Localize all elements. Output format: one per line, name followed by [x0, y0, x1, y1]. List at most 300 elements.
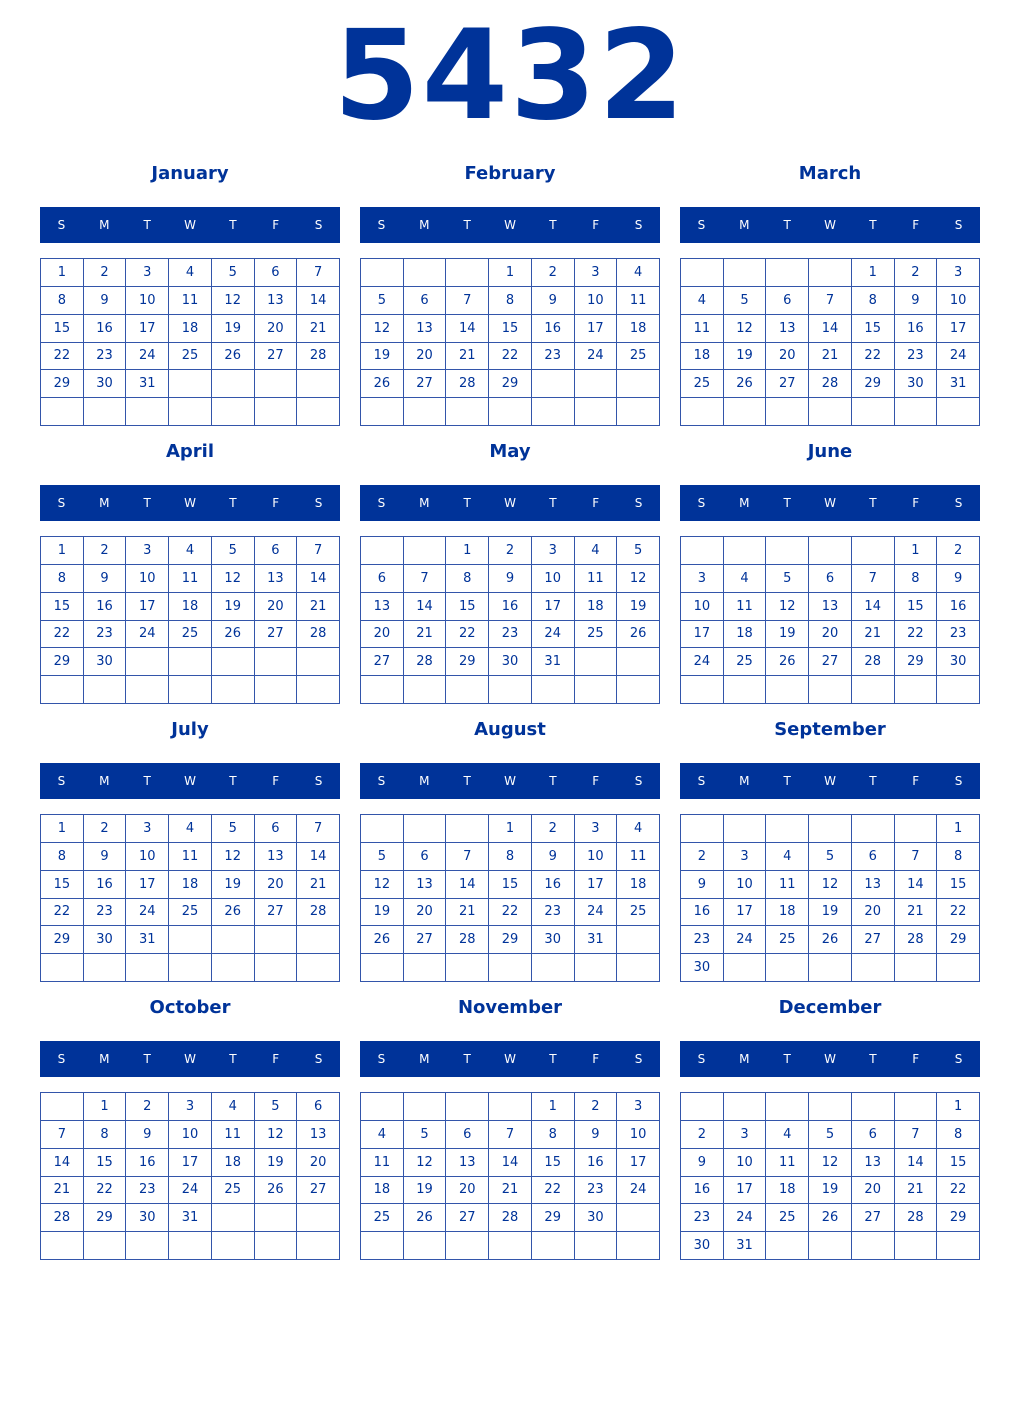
empty-cell — [212, 926, 255, 954]
empty-cell — [169, 676, 212, 704]
day-cell: 12 — [724, 315, 767, 343]
day-cell: 17 — [681, 621, 724, 649]
day-cell: 3 — [937, 259, 980, 287]
empty-cell — [617, 676, 660, 704]
empty-cell — [809, 259, 852, 287]
empty-cell — [724, 398, 767, 426]
day-cell: 24 — [126, 621, 169, 649]
weekday-label: S — [634, 218, 643, 232]
day-cell: 17 — [532, 593, 575, 621]
empty-cell — [404, 398, 447, 426]
day-cell: 22 — [895, 621, 938, 649]
day-cell: 14 — [446, 871, 489, 899]
day-cell: 6 — [297, 1093, 340, 1121]
weekday-header — [360, 485, 660, 521]
weekday-label: W — [184, 218, 196, 232]
empty-cell — [937, 676, 980, 704]
weekday-label: M — [739, 496, 750, 510]
day-cell: 16 — [532, 315, 575, 343]
weekday-label: F — [592, 218, 600, 232]
day-cell: 8 — [532, 1121, 575, 1149]
weekday-header — [680, 207, 980, 243]
weekday-label: T — [463, 1052, 471, 1066]
empty-cell — [361, 954, 404, 982]
day-cell: 2 — [84, 537, 127, 565]
empty-cell — [126, 676, 169, 704]
empty-cell — [809, 676, 852, 704]
day-cell: 28 — [297, 621, 340, 649]
day-grid — [680, 258, 980, 426]
weekday-label: S — [697, 218, 706, 232]
empty-cell — [575, 954, 618, 982]
day-cell: 4 — [212, 1093, 255, 1121]
day-cell: 12 — [212, 565, 255, 593]
day-cell: 19 — [361, 899, 404, 927]
day-cell: 5 — [255, 1093, 298, 1121]
day-grid — [680, 1092, 980, 1260]
day-cell: 7 — [809, 287, 852, 315]
day-cell: 21 — [297, 315, 340, 343]
day-cell: 19 — [766, 621, 809, 649]
day-cell: 4 — [724, 565, 767, 593]
day-cell: 8 — [41, 843, 84, 871]
empty-cell — [766, 259, 809, 287]
day-cell: 11 — [212, 1121, 255, 1149]
day-cell: 31 — [575, 926, 618, 954]
empty-cell — [169, 398, 212, 426]
day-cell: 10 — [126, 287, 169, 315]
empty-cell — [766, 1093, 809, 1121]
day-cell: 9 — [575, 1121, 618, 1149]
weekday-label: M — [99, 218, 110, 232]
day-cell: 20 — [361, 621, 404, 649]
empty-cell — [361, 537, 404, 565]
day-cell: 19 — [212, 871, 255, 899]
day-cell: 9 — [489, 565, 532, 593]
weekday-label: M — [99, 1052, 110, 1066]
day-cell: 25 — [681, 370, 724, 398]
day-cell: 25 — [212, 1177, 255, 1205]
day-cell: 2 — [489, 537, 532, 565]
day-cell: 17 — [575, 315, 618, 343]
empty-cell — [617, 1232, 660, 1260]
empty-cell — [489, 954, 532, 982]
empty-cell — [575, 370, 618, 398]
weekday-label: W — [184, 1052, 196, 1066]
day-cell: 13 — [809, 593, 852, 621]
empty-cell — [169, 954, 212, 982]
day-cell: 9 — [532, 843, 575, 871]
empty-cell — [297, 1232, 340, 1260]
day-cell: 12 — [809, 1149, 852, 1177]
day-cell: 5 — [766, 565, 809, 593]
day-cell: 24 — [575, 899, 618, 927]
day-cell: 14 — [895, 871, 938, 899]
weekday-label: W — [504, 1052, 516, 1066]
day-cell: 28 — [41, 1204, 84, 1232]
weekday-label: T — [549, 496, 557, 510]
weekday-label: S — [634, 1052, 643, 1066]
day-cell: 3 — [575, 259, 618, 287]
day-cell: 26 — [361, 926, 404, 954]
empty-cell — [404, 954, 447, 982]
empty-cell — [84, 1232, 127, 1260]
day-cell: 27 — [255, 621, 298, 649]
day-cell: 5 — [724, 287, 767, 315]
day-cell: 10 — [617, 1121, 660, 1149]
day-cell: 8 — [852, 287, 895, 315]
weekday-label: T — [869, 218, 877, 232]
weekday-label: T — [229, 496, 237, 510]
day-cell: 27 — [852, 926, 895, 954]
day-cell: 29 — [446, 648, 489, 676]
day-cell: 31 — [532, 648, 575, 676]
day-cell: 22 — [937, 899, 980, 927]
weekday-label: F — [592, 774, 600, 788]
month-name: December — [778, 997, 882, 1018]
day-cell: 15 — [489, 315, 532, 343]
weekday-label: T — [783, 1052, 791, 1066]
weekday-label: S — [634, 774, 643, 788]
day-cell: 13 — [852, 1149, 895, 1177]
day-cell: 2 — [532, 259, 575, 287]
day-cell: 20 — [852, 1177, 895, 1205]
day-cell: 17 — [126, 315, 169, 343]
empty-cell — [361, 259, 404, 287]
day-cell: 3 — [575, 815, 618, 843]
empty-cell — [681, 676, 724, 704]
empty-cell — [446, 954, 489, 982]
empty-cell — [297, 954, 340, 982]
day-cell: 2 — [84, 815, 127, 843]
day-cell: 19 — [212, 593, 255, 621]
weekday-label: T — [463, 218, 471, 232]
day-cell: 20 — [852, 899, 895, 927]
day-cell: 1 — [41, 537, 84, 565]
day-cell: 21 — [895, 899, 938, 927]
day-cell: 30 — [575, 1204, 618, 1232]
weekday-label: T — [463, 496, 471, 510]
day-cell: 12 — [404, 1149, 447, 1177]
day-cell: 25 — [766, 1204, 809, 1232]
day-cell: 9 — [84, 287, 127, 315]
empty-cell — [169, 926, 212, 954]
empty-cell — [361, 1093, 404, 1121]
weekday-label: F — [912, 774, 920, 788]
weekday-label: S — [314, 774, 323, 788]
weekday-label: S — [954, 1052, 963, 1066]
day-cell: 10 — [937, 287, 980, 315]
day-cell: 24 — [575, 343, 618, 371]
day-cell: 18 — [617, 315, 660, 343]
day-cell: 26 — [212, 621, 255, 649]
day-cell: 10 — [126, 843, 169, 871]
day-cell: 18 — [575, 593, 618, 621]
day-cell: 19 — [617, 593, 660, 621]
day-cell: 13 — [255, 843, 298, 871]
day-cell: 25 — [766, 926, 809, 954]
weekday-label: T — [869, 1052, 877, 1066]
day-cell: 10 — [724, 871, 767, 899]
empty-cell — [361, 398, 404, 426]
empty-cell — [617, 370, 660, 398]
day-cell: 29 — [41, 370, 84, 398]
empty-cell — [297, 676, 340, 704]
day-cell: 9 — [681, 871, 724, 899]
empty-cell — [575, 648, 618, 676]
day-cell: 2 — [895, 259, 938, 287]
weekday-label: T — [783, 774, 791, 788]
weekday-label: M — [739, 1052, 750, 1066]
weekday-label: S — [954, 218, 963, 232]
day-cell: 25 — [724, 648, 767, 676]
day-cell: 28 — [809, 370, 852, 398]
day-cell: 24 — [617, 1177, 660, 1205]
day-cell: 15 — [489, 871, 532, 899]
weekday-label: T — [143, 774, 151, 788]
day-cell: 11 — [724, 593, 767, 621]
day-cell: 26 — [404, 1204, 447, 1232]
day-cell: 20 — [404, 343, 447, 371]
weekday-header — [40, 763, 340, 799]
weekday-label: W — [504, 774, 516, 788]
weekday-label: T — [549, 774, 557, 788]
day-cell: 28 — [895, 926, 938, 954]
day-cell: 2 — [937, 537, 980, 565]
day-cell: 4 — [575, 537, 618, 565]
empty-cell — [681, 398, 724, 426]
day-cell: 15 — [937, 1149, 980, 1177]
day-cell: 15 — [41, 593, 84, 621]
day-grid — [40, 814, 340, 982]
day-cell: 30 — [681, 1232, 724, 1260]
day-grid — [360, 258, 660, 426]
weekday-label: S — [697, 774, 706, 788]
empty-cell — [212, 398, 255, 426]
day-cell: 20 — [297, 1149, 340, 1177]
empty-cell — [766, 537, 809, 565]
day-cell: 1 — [41, 815, 84, 843]
weekday-label: S — [314, 496, 323, 510]
day-cell: 13 — [404, 871, 447, 899]
day-cell: 10 — [169, 1121, 212, 1149]
day-cell: 18 — [212, 1149, 255, 1177]
day-cell: 18 — [361, 1177, 404, 1205]
day-cell: 9 — [532, 287, 575, 315]
empty-cell — [852, 676, 895, 704]
day-cell: 29 — [937, 926, 980, 954]
day-cell: 3 — [126, 815, 169, 843]
day-cell: 25 — [169, 343, 212, 371]
empty-cell — [446, 1232, 489, 1260]
day-cell: 14 — [41, 1149, 84, 1177]
empty-cell — [404, 537, 447, 565]
empty-cell — [681, 1093, 724, 1121]
month-name: July — [171, 719, 209, 740]
empty-cell — [681, 259, 724, 287]
day-cell: 17 — [724, 1177, 767, 1205]
day-cell: 10 — [532, 565, 575, 593]
day-cell: 26 — [766, 648, 809, 676]
day-cell: 26 — [212, 899, 255, 927]
empty-cell — [297, 370, 340, 398]
day-cell: 20 — [255, 315, 298, 343]
day-cell: 7 — [446, 287, 489, 315]
empty-cell — [575, 398, 618, 426]
day-cell: 24 — [681, 648, 724, 676]
day-cell: 9 — [126, 1121, 169, 1149]
weekday-label: M — [739, 218, 750, 232]
weekday-label: S — [57, 774, 66, 788]
weekday-label: F — [272, 218, 280, 232]
day-cell: 11 — [169, 565, 212, 593]
empty-cell — [361, 1232, 404, 1260]
weekday-label: T — [783, 218, 791, 232]
day-cell: 5 — [361, 843, 404, 871]
day-cell: 21 — [41, 1177, 84, 1205]
weekday-label: T — [143, 1052, 151, 1066]
weekday-label: T — [869, 496, 877, 510]
day-cell: 13 — [404, 315, 447, 343]
day-cell: 23 — [126, 1177, 169, 1205]
empty-cell — [84, 398, 127, 426]
day-cell: 24 — [532, 621, 575, 649]
day-cell: 3 — [126, 259, 169, 287]
day-cell: 10 — [681, 593, 724, 621]
day-cell: 21 — [404, 621, 447, 649]
day-cell: 30 — [126, 1204, 169, 1232]
day-cell: 6 — [446, 1121, 489, 1149]
day-cell: 23 — [532, 343, 575, 371]
day-cell: 28 — [404, 648, 447, 676]
day-cell: 31 — [169, 1204, 212, 1232]
day-cell: 22 — [937, 1177, 980, 1205]
day-cell: 22 — [41, 343, 84, 371]
day-cell: 6 — [766, 287, 809, 315]
weekday-label: S — [377, 218, 386, 232]
day-cell: 3 — [724, 843, 767, 871]
day-cell: 16 — [84, 315, 127, 343]
day-cell: 29 — [852, 370, 895, 398]
month-name: April — [165, 441, 215, 462]
weekday-header — [680, 485, 980, 521]
empty-cell — [212, 370, 255, 398]
weekday-header — [360, 763, 660, 799]
day-cell: 1 — [489, 259, 532, 287]
day-cell: 28 — [852, 648, 895, 676]
day-cell: 27 — [404, 926, 447, 954]
day-cell: 16 — [681, 899, 724, 927]
empty-cell — [809, 954, 852, 982]
day-cell: 7 — [489, 1121, 532, 1149]
day-cell: 3 — [724, 1121, 767, 1149]
day-cell: 15 — [446, 593, 489, 621]
day-cell: 30 — [532, 926, 575, 954]
day-cell: 9 — [84, 565, 127, 593]
month-name: February — [464, 163, 556, 184]
day-cell: 3 — [169, 1093, 212, 1121]
empty-cell — [126, 1232, 169, 1260]
empty-cell — [766, 676, 809, 704]
day-cell: 18 — [766, 1177, 809, 1205]
day-cell: 11 — [766, 871, 809, 899]
day-cell: 31 — [126, 370, 169, 398]
day-cell: 1 — [84, 1093, 127, 1121]
day-cell: 20 — [809, 621, 852, 649]
weekday-label: M — [419, 218, 430, 232]
empty-cell — [297, 398, 340, 426]
empty-cell — [404, 1232, 447, 1260]
day-cell: 10 — [724, 1149, 767, 1177]
empty-cell — [532, 676, 575, 704]
empty-cell — [255, 954, 298, 982]
day-cell: 29 — [489, 370, 532, 398]
day-cell: 14 — [809, 315, 852, 343]
day-cell: 30 — [84, 648, 127, 676]
empty-cell — [297, 648, 340, 676]
empty-cell — [895, 954, 938, 982]
day-cell: 7 — [297, 815, 340, 843]
day-cell: 19 — [809, 899, 852, 927]
day-cell: 7 — [446, 843, 489, 871]
month-name: October — [149, 997, 231, 1018]
day-cell: 18 — [681, 343, 724, 371]
day-cell: 21 — [809, 343, 852, 371]
day-grid — [40, 536, 340, 704]
weekday-header — [40, 1041, 340, 1077]
empty-cell — [255, 1232, 298, 1260]
weekday-label: T — [869, 774, 877, 788]
day-cell: 6 — [255, 537, 298, 565]
weekday-label: M — [99, 774, 110, 788]
day-cell: 14 — [895, 1149, 938, 1177]
empty-cell — [169, 370, 212, 398]
day-cell: 6 — [361, 565, 404, 593]
empty-cell — [766, 954, 809, 982]
empty-cell — [489, 398, 532, 426]
empty-cell — [212, 1232, 255, 1260]
day-cell: 14 — [489, 1149, 532, 1177]
weekday-header — [40, 485, 340, 521]
day-cell: 6 — [255, 815, 298, 843]
weekday-label: M — [419, 774, 430, 788]
day-cell: 29 — [489, 926, 532, 954]
day-cell: 21 — [297, 871, 340, 899]
empty-cell — [724, 537, 767, 565]
weekday-label: F — [912, 1052, 920, 1066]
day-cell: 2 — [681, 1121, 724, 1149]
day-cell: 8 — [84, 1121, 127, 1149]
day-cell: 12 — [255, 1121, 298, 1149]
day-cell: 5 — [617, 537, 660, 565]
weekday-label: W — [824, 496, 836, 510]
weekday-label: F — [912, 496, 920, 510]
day-cell: 7 — [297, 537, 340, 565]
day-cell: 19 — [361, 343, 404, 371]
day-cell: 11 — [681, 315, 724, 343]
weekday-header — [680, 1041, 980, 1077]
empty-cell — [446, 259, 489, 287]
day-cell: 26 — [809, 926, 852, 954]
empty-cell — [532, 370, 575, 398]
day-cell: 16 — [489, 593, 532, 621]
empty-cell — [766, 815, 809, 843]
day-cell: 12 — [361, 871, 404, 899]
empty-cell — [766, 1232, 809, 1260]
day-grid — [40, 1092, 340, 1260]
day-cell: 31 — [724, 1232, 767, 1260]
day-cell: 17 — [575, 871, 618, 899]
